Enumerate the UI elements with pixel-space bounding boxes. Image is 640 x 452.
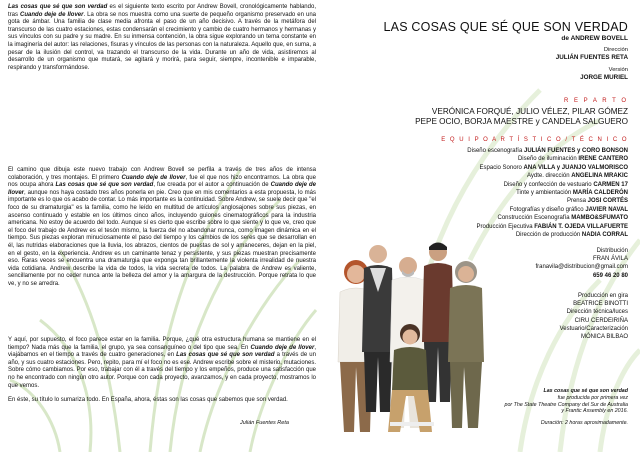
team-member: JOSI CORTÉS: [587, 198, 628, 205]
note-line: por The State Theatre Company del Sur de Australia: [504, 401, 628, 408]
text: , fue el que nos hizo encontrarnos. La obra que nos ocupa ahora: [8, 174, 316, 189]
team-role: Prensa: [566, 198, 588, 205]
play-title-ref: Cuando deje de llover: [250, 344, 315, 351]
team-role: Diseño y confección de vestuario: [503, 181, 594, 188]
equipo-heading: E Q U I P O A R T Í S T I C O / T É C N I C O: [441, 137, 628, 143]
text: , viajábamos en el tiempo a través de cuatro generaciones, en: [8, 344, 316, 359]
production-label: Producción en gira: [577, 293, 628, 299]
text: Y aquí, por supuesto, el foco parece estar en la familia. Porque, ¿qué otra estructura humana se mantiene en el tiempo? Nada más que la familia, el grupo, ya sea consanguíneo o del tipo que sea. En: [8, 337, 316, 351]
distribution-label: Distribución: [596, 248, 628, 254]
team-role: Construcción Escenografía: [497, 215, 572, 222]
team-role: Aydte. dirección: [526, 173, 572, 180]
cast-member-figure: [362, 245, 394, 412]
team-row: [358, 147, 628, 155]
body-paragraph-4: En éste, su título lo sumariza todo. En España, ahora, éstas son las cosas que sabemos que son verdad.: [8, 397, 288, 403]
credit-value: JORGE MURIEL: [580, 74, 628, 81]
note-title: Las cosas que sé que son verdad: [543, 388, 628, 394]
cast-list: [415, 107, 628, 127]
play-title-ref: Las cosas que sé que son verdad: [8, 4, 108, 10]
cast-member-figure: [448, 261, 484, 428]
team-role: Dirección de producción: [515, 232, 582, 239]
team-row: [358, 223, 628, 231]
team-role: Producción Ejecutiva: [476, 223, 535, 230]
team-row: [358, 155, 628, 163]
team-row: [358, 197, 628, 205]
team-member: FABIÁN T. OJEDA VILLAFUERTE: [534, 223, 628, 230]
team-row: [358, 164, 628, 172]
body-paragraph-3: [8, 337, 316, 390]
note-line: fue producida por primera vez: [557, 394, 628, 401]
production-value: BEATRICE BINOTTI: [573, 301, 628, 308]
text: , fue creada por el autor a continuación de: [153, 182, 271, 189]
cast-photo: [326, 232, 498, 442]
text: El camino que dibuja este nuevo trabajo con Andrew Bovell se perfila a través de tres años de intensa colaboración, y tres montajes. El primero: [8, 167, 316, 181]
team-member: ANGELINA MRAKIC: [571, 173, 628, 180]
team-member: ANA VILLA y JUANJO VALMORISCO: [523, 164, 628, 171]
team-member: MAMBO&SFUMATO: [571, 215, 628, 222]
cast-line: VERÓNICA FORQUÉ, JULIO VÉLEZ, PILAR GÓMEZ: [431, 107, 628, 116]
credit-direccion: [368, 46, 628, 62]
distribution-block: [535, 247, 628, 280]
team-row: [358, 189, 628, 197]
team-member: JULIÁN FUENTES y CORO BONSON: [523, 148, 628, 154]
team-row: [358, 172, 628, 180]
team-member: JAVIER NAVAL: [585, 206, 628, 213]
production-label: Vestuario/Caracterización: [559, 325, 628, 332]
team-role: Fotografías y diseño gráfico: [509, 206, 586, 213]
team-role: Diseño escenografía: [467, 148, 524, 154]
intro-paragraph: [8, 4, 316, 75]
production-value: CIRU CERDEIRIÑA: [574, 317, 628, 324]
text: es el siguiente texto escrito por Andrew Bovell, cronológicamente hablando, tras: [8, 4, 316, 18]
author-subtitle: de ANDREW BOVELL: [561, 35, 628, 42]
team-member: CARMEN 17: [593, 181, 628, 188]
text: a través de un año, y sus cuatro estaciones. Pero, repito, para mí el foco no es ese. Andrew escribe sobre el misterio, mutaciones. Sobre cómo cambiamos. Por eso, trabajar con él a través del tiempo y los empeños, produce una satisfacción que no he encontrado con ningún otro autor. Porque con cada proyecto, avanzamos, y en cada proyecto, mostramos lo que vemos.: [8, 352, 316, 389]
play-title-ref: Las cosas que sé que son verdad: [176, 352, 275, 359]
team-row: [358, 181, 628, 189]
distribution-email: franavila@distribucion@gmail.com: [535, 264, 628, 271]
play-title-ref: Las cosas que sé que son verdad: [55, 182, 154, 189]
credit-version: [368, 66, 628, 82]
team-member: IRENE CANTERO: [578, 156, 628, 163]
body-paragraph-2: [8, 167, 316, 289]
distribution-name: FRAN ÁVILA: [592, 256, 628, 263]
production-block: [560, 292, 628, 341]
reparto-heading: R E P A R T O: [563, 98, 628, 104]
team-list: [358, 147, 628, 239]
team-role: Espacio Sonoro: [479, 164, 524, 171]
play-title-ref: Cuando deje de llover: [121, 174, 186, 181]
cast-line: PEPE OCIO, BORJA MAESTRE y CANDELA SALGUERO: [415, 117, 628, 126]
credit-label: Versión: [608, 67, 628, 73]
credit-label: Dirección: [603, 47, 628, 53]
team-role: Diseño de iluminación: [517, 156, 579, 163]
team-member: NADIA CORRAL: [581, 232, 628, 239]
credit-value: JULIÁN FUENTES RETA: [555, 54, 628, 61]
team-row: [358, 206, 628, 214]
note-line: y Frantic Assembly en 2016.: [561, 408, 628, 415]
team-member: MARÍA CALDERÓN: [572, 190, 628, 197]
team-role: Tinte y ambientación: [516, 190, 573, 197]
play-title-ref: Cuando deje de llover: [20, 11, 84, 18]
signature: Julián Fuentes Reta: [240, 420, 289, 426]
production-value: MÓNICA BILBAO: [580, 334, 628, 341]
production-label: Dirección técnica/luces: [566, 309, 628, 316]
text: . La obra se nos muestra como una suerte de pequeño organismo preservado en una gota de ámbar. Una familia de clase media afronta el paso de un año decisivo. A través de la metáfora del transcurso de las cuatro estaciones, estas condensarán el crecimiento y cambio de cuatro hermanos y hermanas y sus vínculos con su padre y su madre. En su inmensa contención, la obra sigue explorando un tema constante en la imaginería del autor: las relaciones, fisuras y vínculos de las personas con la naturaleza. Aquello que, en suma, a pesar de la ilusión del control, va trazando el transcurso de la vida. Durante un año de vida, asistiremos al desarrollo de un organismo que mutará, se agitará y morirá, para seguir, siempre, incontenible e imparable, respirando y transformándose.: [8, 11, 316, 71]
duration-note: Duración: 2 horas aproximadamente.: [540, 420, 628, 426]
text: , aunque nos haya costado tres años ponerla en pie. Creo que en mis comentarios a esta propuesta, lo más importante es lo que os acabo de contar. Lo más importante es la continuidad. Sobre Andrew, se suele decir que "el foco de su dramaturgia" es la familia, como he leído en multitud de artículos anglosajones sobre sus piezas, en ascenso continuado y estable en los últimos cinco años, incluyendo guiones cinematográficos para la industria americana. No estoy de acuerdo del todo. Aunque sí es cierto que escribe sobre lo que siente y lo que ve, creo que el foco del trabajo de Andrew es el tesón mismo, la fuerza del no abandonar nunca, como imagen dinámica en el tiempo. Sus piezas exploran minuciosamente el paso del tiempo y los cambios de los seres que se desarrollan en él, las nutridas elaboraciones que la lluvia, los abrazos, cientos de puestas de sol y amaneceres, dejan en la piel, en el gesto, en la experiencia. Andrew es un caminante tenaz y persistente, y sus piezas muestran precisamente eso. Raras veces se encuentra una dramaturgia que exponga tan brillantemente la violenta irrealidad de nuestra vida cotidiana. Andrew describe la vida de todos, la vida secreta de todos. La palabra de Andrew es valiente, sencillamente por no ceder nunca ante la belleza del amor y la amargura de la destrucción. Porque retrata lo que ve, y no se arredra.: [8, 189, 316, 287]
page-title: LAS COSAS QUE SÉ QUE SON VERDAD: [383, 20, 628, 34]
distribution-phone: 659 46 20 80: [592, 272, 628, 279]
team-row: [358, 214, 628, 222]
play-title-ref: Cuando deje de llover: [8, 182, 316, 196]
